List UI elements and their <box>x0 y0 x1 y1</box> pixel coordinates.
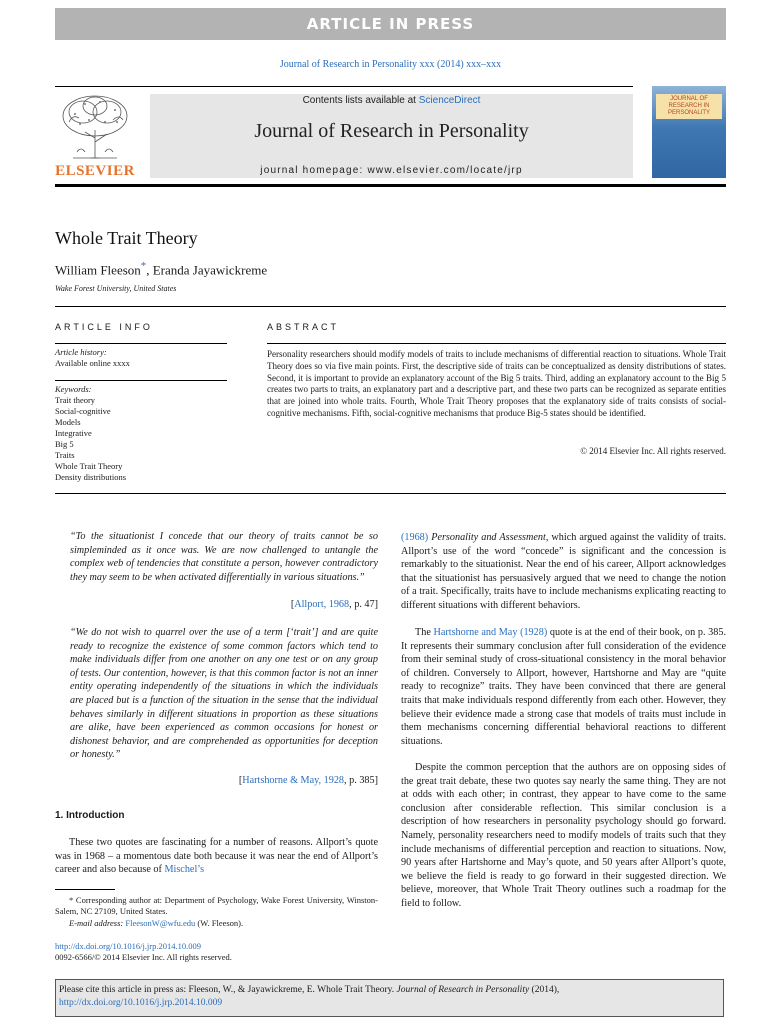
email-owner: (W. Fleeson). <box>195 918 244 928</box>
journal-homepage[interactable]: journal homepage: www.elsevier.com/locate/jrp <box>260 165 523 176</box>
book-title: Personality and Assessment <box>428 532 546 543</box>
paragraph-text: The <box>415 627 434 638</box>
cite-bracket: [ <box>290 599 295 610</box>
body-paragraph-1 <box>401 531 726 613</box>
contents-line <box>150 95 633 106</box>
paragraph-text: quote is at the end of their book, on p. 385. It represents their summary conclusion after full consideration of the evidence from their seminal study of cross-situational consistency in the moral behavior of children. Conversely to Allport, however, Hartshorne and May are “quite ready to recognize” traits. They have been convinced that there are general traits that make individuals respond differently from each other. However, they believe their evidence made a strong case that models of traits must include in them mechanisms concerning differential behavioral reactions to different situations. <box>401 627 726 747</box>
journal-citation-line[interactable]: Journal of Research in Personality xxx (2014) xxx–xxx <box>279 59 502 70</box>
keyword-item: Integrative <box>55 428 92 438</box>
introduction-paragraph <box>55 836 378 877</box>
epigraph-quote-1: “To the situationist I concede that our theory of traits cannot be so simpleminded as it once was. We are now challenged to untangle the complex web of tendencies that constitute a person, however contradictory they may seem to be when activated differentially in various situations.” <box>70 531 378 583</box>
footnote-rule <box>55 889 115 890</box>
cite-journal: Journal of Research in Personality <box>396 985 530 995</box>
abstract-copyright: © 2014 Elsevier Inc. All rights reserved. <box>580 446 726 456</box>
abstract-rule <box>267 343 726 344</box>
sciencedirect-link[interactable]: ScienceDirect <box>418 95 481 106</box>
cite-this-article-box <box>55 979 724 1017</box>
elsevier-tree-icon <box>55 92 135 164</box>
section-heading-introduction: 1. Introduction <box>55 810 125 821</box>
history-value: Available online xxxx <box>55 358 130 368</box>
intro-text: These two quotes are fascinating for a number of reasons. Allport’s quote was in 1968 – a momentous date both because it was near the end of Allport’s career and also because of <box>55 837 378 876</box>
cite-page: , p. 385] <box>344 775 378 786</box>
journal-name: Journal of Research in Personality <box>254 120 529 142</box>
body-paragraph-3: Despite the common perception that the authors are on opposing sides of the great trait debate, these two quotes say nearly the same thing. They are not at odds with each other; in contrast, they appear to have come to the same conclusion after considerable reflection. This similar conclusion is a description of how researchers in personality psychology should go forward. Namely, personality researchers need to modify models of traits such that they include mechanisms of differential perception and reaction to situations. Now, 90 years after Hartshorne and May’s quote, and 50 years after Allport’s quote, we believe the field is ready to go forward in their suggested direction. We believe, moreover, that Whole Trait Theory outlines such a roadmap for the field to follow. <box>401 762 726 909</box>
issn-line: 0092-6566/© 2014 Elsevier Inc. All rights reserved. <box>55 952 232 962</box>
contents-prefix: Contents lists available at <box>302 95 419 106</box>
title-rule <box>55 306 726 307</box>
masthead-top-rule <box>55 86 633 87</box>
cite-page: , p. 47] <box>349 599 378 610</box>
abstract-text: Personality researchers should modify models of traits to include mechanisms of differential reaction to situations. Whole Trait Theory does so via five main points. First, the descriptive side of traits can be conceptualized as density distributions of states. Second, it is important to provide an explanatory account of the Big 5 traits. Third, adding an explanatory account to the Big 5 creates two parts to traits, an explanatory part and a descriptive part, and these two parts can be recognized as separate entities that are joined into whole traits. Fourth, Whole Trait Theory proposes that the explanatory side of traits consists of social-cognitive mechanisms. Fifth, social-cognitive mechanisms that produce Big-5 states should be identified. <box>267 349 726 418</box>
keyword-item: Trait theory <box>55 395 96 405</box>
info-rule-1 <box>55 343 227 344</box>
article-title: Whole Trait Theory <box>55 228 198 248</box>
cite-bracket: [ <box>238 775 243 786</box>
epigraph-citation-1 <box>70 598 378 612</box>
mischel-1968-link[interactable]: (1968) <box>401 532 429 543</box>
paragraph-text: , which argued against the validity of traits. Allport’s use of the word “concede” is significant and the concession is remarkably to the situationist. Near the end of his career, Allport acknowledges that the situationist has persuasively argued that we need to change the notion of a trait. Specifically, traits have to include mechanisms explicating reacting to different situations with different behaviors. <box>401 532 726 611</box>
body-paragraph-2 <box>401 626 726 748</box>
email-footnote <box>69 918 243 929</box>
keyword-item: Models <box>55 417 81 427</box>
cite-year: (2014), <box>529 985 560 995</box>
masthead-bottom-rule <box>55 184 726 187</box>
corresponding-author-footnote: * Corresponding author at: Department of Psychology, Wake Forest University, Winston-Salem, NC 27109, United States. <box>55 895 378 916</box>
keyword-item: Whole Trait Theory <box>55 461 123 471</box>
corresponding-author-mark[interactable]: * <box>140 260 147 272</box>
affiliation: Wake Forest University, United States <box>55 284 177 293</box>
mischel-link[interactable]: Mischel’s <box>164 864 205 876</box>
author-fleeson: William Fleeson <box>55 262 141 278</box>
author-separator: , <box>146 262 153 278</box>
epigraph-quote-2: “We do not wish to quarrel over the use of a term [‘trait’] and are quite ready to recognize the existence of some common factors which tend to make individuals differ from one another on any one test or on any group of tests. Our contention, however, is that this common factor is not an inner entity operating independently of the situations in which the individuals are placed but is a function of the situation in the sense that the individual behaves similarly in different situations in proportion as these situations are alike, have been experienced as common occasions for honest or dishonest behavior, and are comprehended as opportunities for deception or honesty.” <box>70 627 378 761</box>
abstract-bottom-rule <box>55 493 726 494</box>
keyword-item: Density distributions <box>55 472 127 482</box>
keyword-item: Social-cognitive <box>55 406 111 416</box>
history-label: Article history: <box>55 347 107 357</box>
keywords-label: Keywords: <box>55 384 92 394</box>
author-jayawickreme: Eranda Jayawickreme <box>152 262 268 278</box>
abstract-heading: ABSTRACT <box>267 322 340 332</box>
journal-cover-title: JOURNAL OF RESEARCH IN PERSONALITY <box>656 94 722 119</box>
article-info-heading: ARTICLE INFO <box>55 322 153 332</box>
elsevier-wordmark: ELSEVIER <box>55 163 135 179</box>
cite-prefix: Please cite this article in press as: Fleeson, W., & Jayawickreme, E. Whole Trait Theory. <box>59 985 397 995</box>
doi-link[interactable]: http://dx.doi.org/10.1016/j.jrp.2014.10.009 <box>55 941 201 951</box>
email-label: E-mail address: <box>69 918 126 928</box>
keyword-item: Traits <box>55 450 75 460</box>
keyword-list <box>55 395 126 483</box>
hartshorne-may-1928-link[interactable]: Hartshorne & May, 1928 <box>242 775 345 786</box>
keyword-item: Big 5 <box>55 439 74 449</box>
cite-doi-link[interactable]: http://dx.doi.org/10.1016/j.jrp.2014.10.009 <box>59 997 223 1008</box>
author-list <box>55 260 267 278</box>
article-in-press-banner: ARTICLE IN PRESS <box>55 8 726 40</box>
email-link[interactable]: FleesonW@wfu.edu <box>125 918 196 928</box>
epigraph-citation-2 <box>70 774 378 788</box>
info-rule-2 <box>55 380 227 381</box>
allport-1968-link[interactable]: Allport, 1968 <box>294 599 350 610</box>
hartshorne-may-1928-link[interactable]: Hartshorne and May (1928) <box>433 627 548 638</box>
